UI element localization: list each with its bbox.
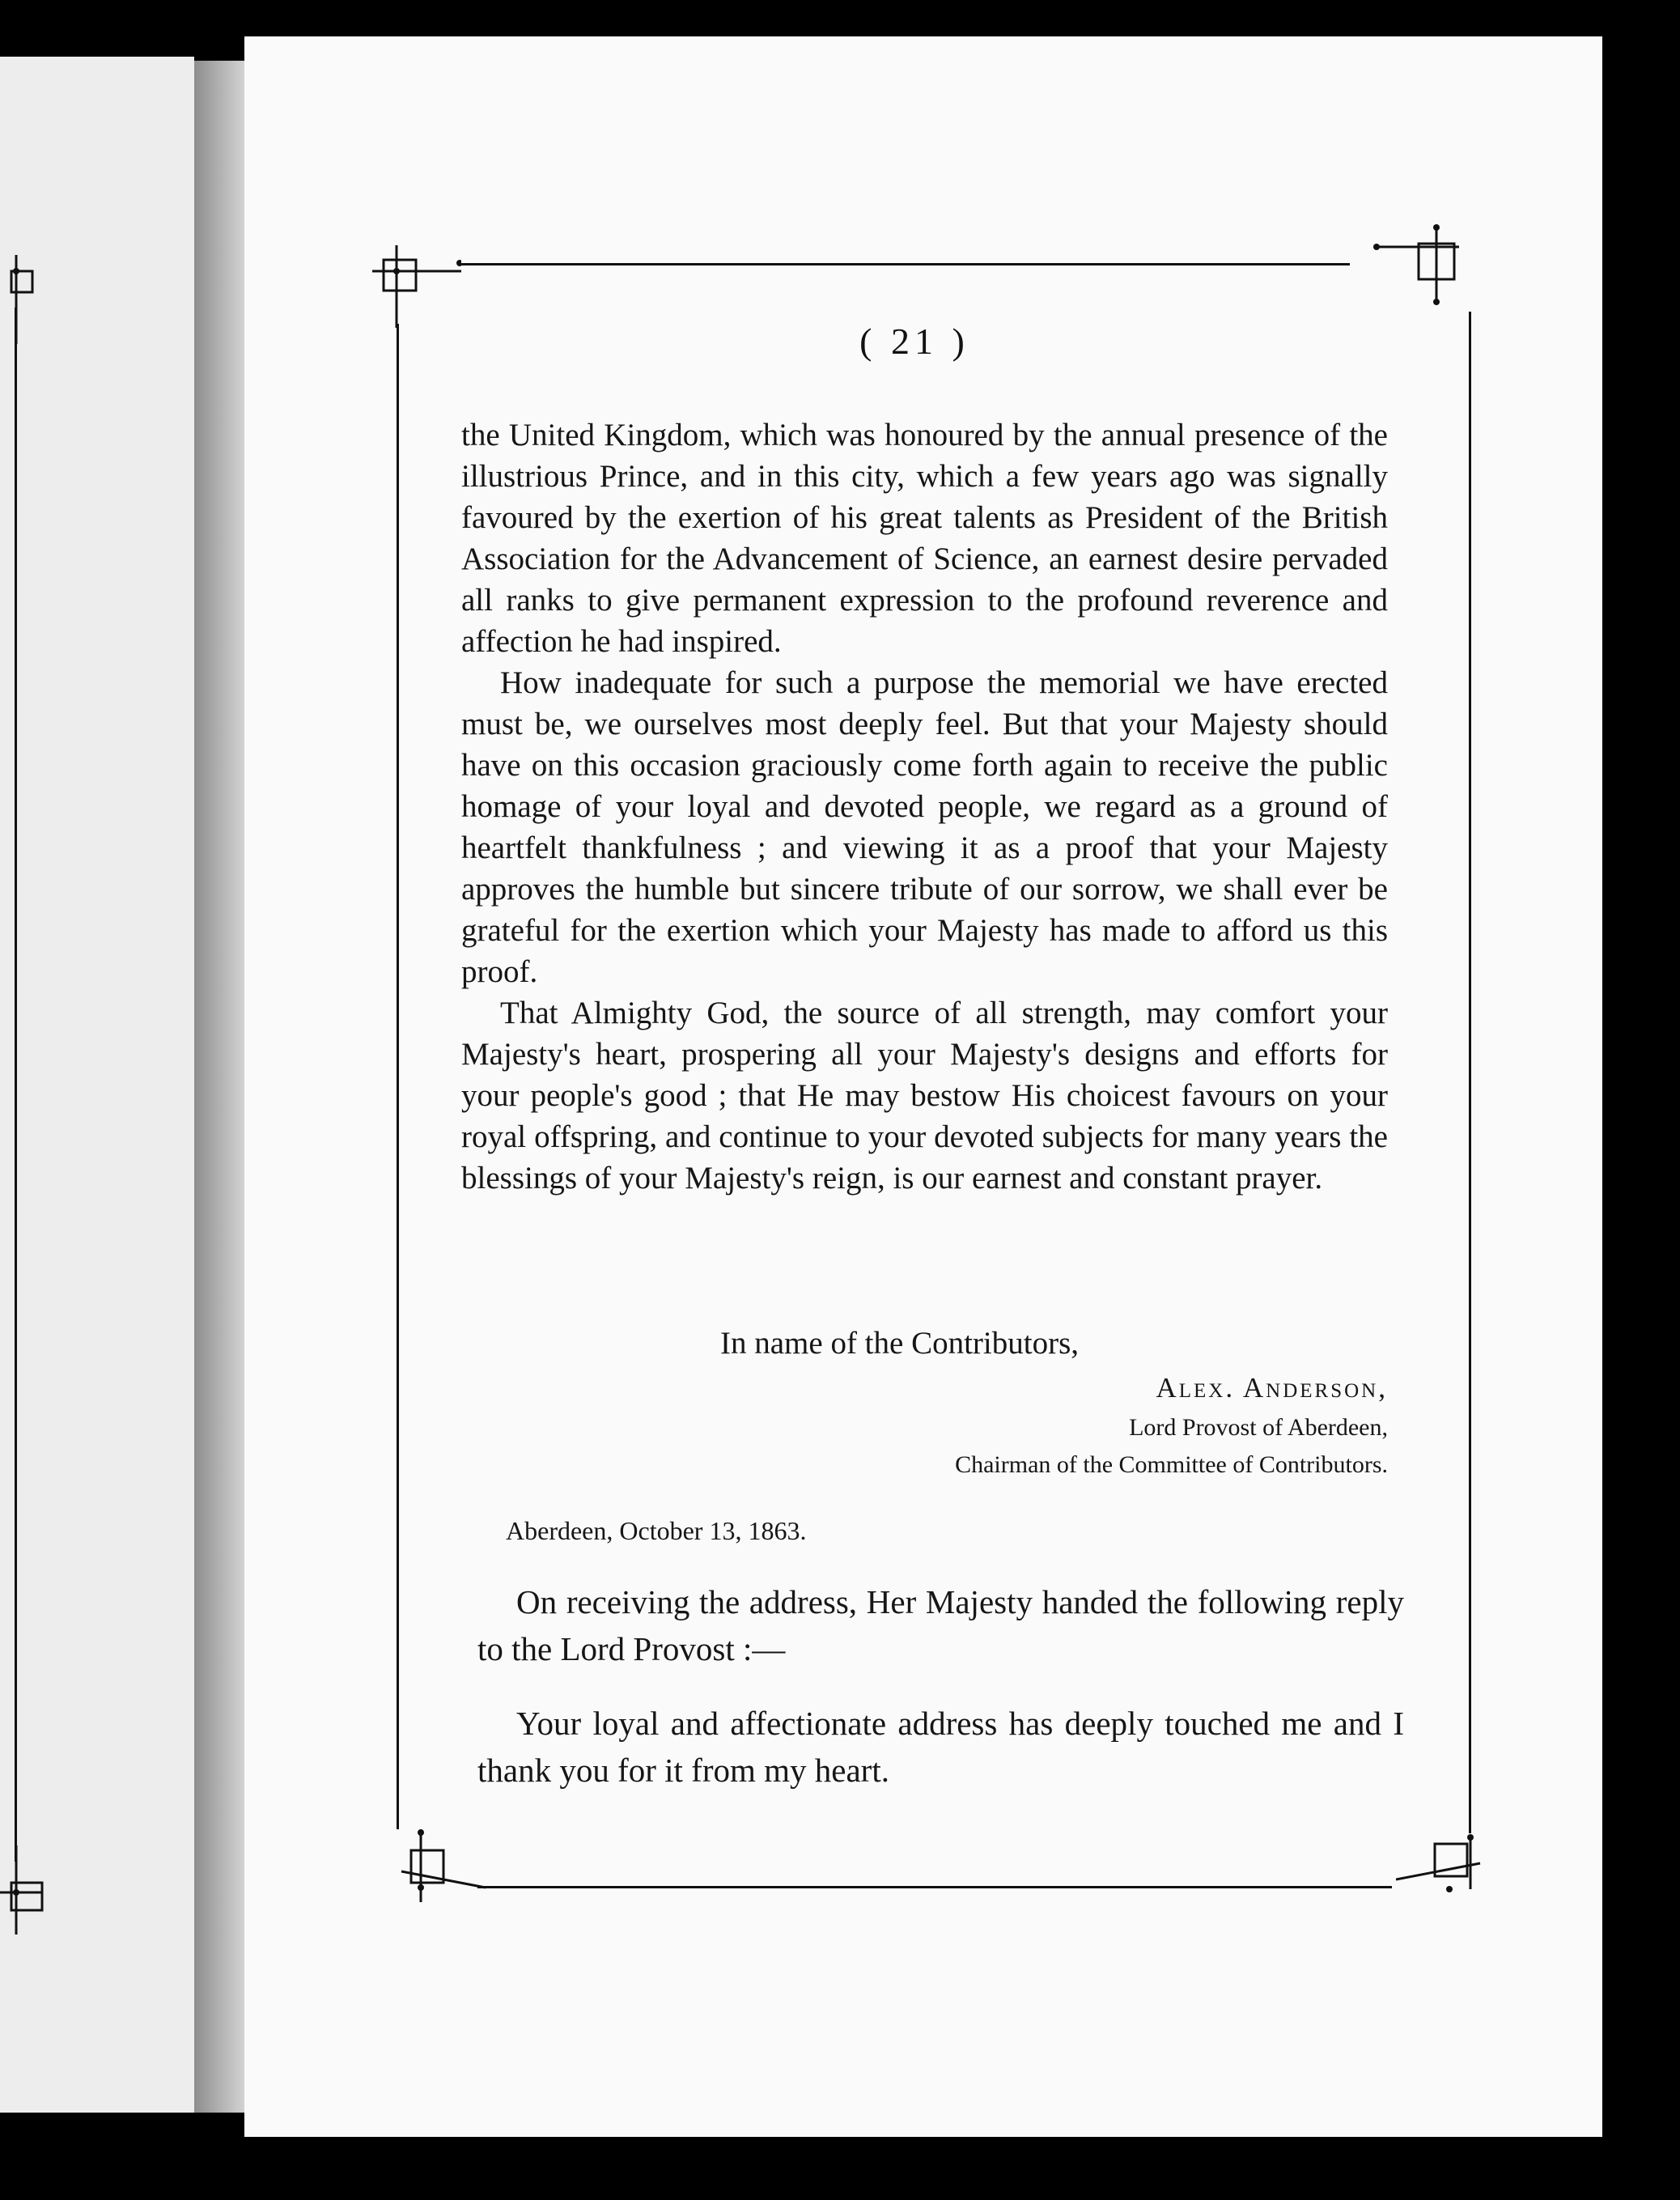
page-number: ( 21 ) [859,321,969,362]
date-line: Aberdeen, October 13, 1863. [506,1516,807,1545]
signature-name: Alex. Anderson, [1156,1372,1388,1404]
left-page-edge [0,57,194,2113]
book-gutter [194,61,244,2113]
frame-bottom-line [477,1886,1392,1888]
left-page-corner-ornament-top [0,255,49,344]
frame-right-line [1469,312,1471,1833]
body-paragraph: How inadequate for such a purpose the memorial we have erected must be, we ourselves most deeply feel. But that your Majesty should have on this occasion graciously come forth again to receive the public homage of your loyal and devoted people, we regard as a ground of heartfelt thankfulness ; and viewing it as a proof that your Majesty approves the humble but sincere tribute of our sorrow, we shall ever be grateful for the exertion which your Majesty has made to afford us this proof. [461,665,1388,989]
signature-title-provost: Lord Provost of Aberdeen, [1129,1414,1388,1441]
frame-top-line [461,263,1350,265]
left-page-corner-ornament-bottom [0,1845,49,1935]
frame-corner-ornament-bottom-left [397,1813,494,1910]
frame-corner-ornament-top-left [372,239,461,328]
frame-corner-ornament-bottom-right [1396,1805,1493,1902]
reply-text: Your loyal and affectionate address has deeply touched me and I thank you for it from my heart. [477,1705,1404,1789]
signature-intro: In name of the Contributors, [720,1326,1079,1361]
reply-text-block [477,1700,1404,1794]
frame-corner-ornament-top-right [1372,223,1477,320]
signature-title-chairman: Chairman of the Committee of Contributors. [955,1451,1388,1478]
reply-intro-text: On receiving the address, Her Majesty handed the following reply to the Lord Provost :— [477,1583,1404,1667]
body-paragraph: That Almighty God, the source of all strength, may comfort your Majesty's heart, prospering all your Majesty's designs and efforts for your people's good ; that He may bestow His choicest favours on your royal offspring, and continue to your devoted subjects for many years the blessings of your Majesty's reign, is our earnest and constant prayer. [461,996,1388,1196]
left-page-border-line [15,308,17,1862]
frame-left-line [397,324,399,1829]
address-body [461,414,1388,1199]
reply-intro [477,1578,1404,1672]
body-paragraph: the United Kingdom, which was honoured by the annual presence of the illustrious Prince, and in this city, which a few years ago was signally favoured by the exertion of his great talents as President of the British Association for the Advancement of Science, an earnest desire pervaded all ranks to give permanent expression to the profound reverence and affection he had inspired. [461,418,1388,659]
